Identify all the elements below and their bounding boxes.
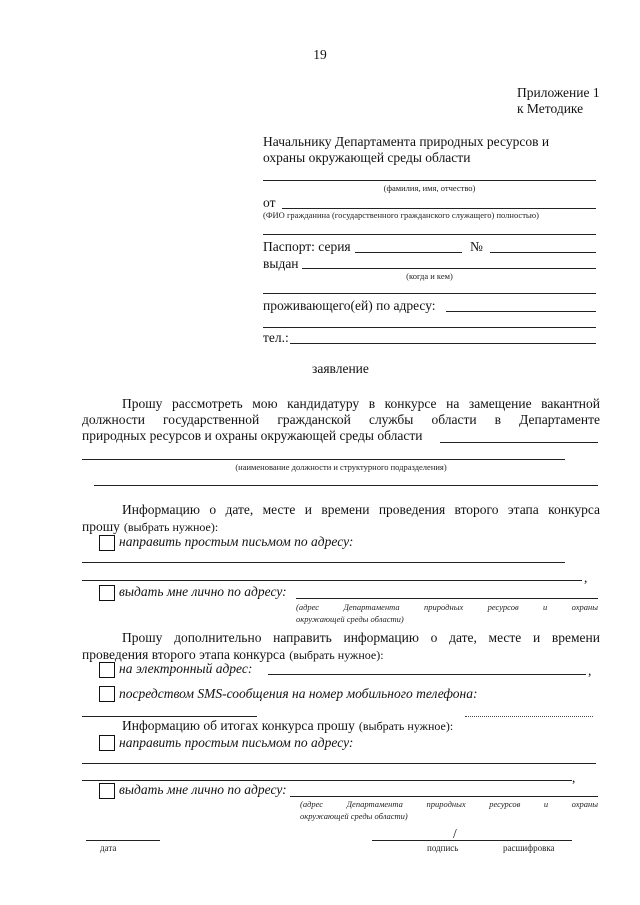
checkbox-email[interactable] (99, 662, 115, 678)
request-line-1: Прошу рассмотреть мою кандидатуру в конкурсе на замещение вакантной (122, 396, 600, 411)
option-personal: выдать мне лично по адресу: (119, 584, 287, 599)
page-number: 19 (313, 47, 327, 62)
from-label: от (263, 195, 276, 210)
address-label: проживающего(ей) по адресу: (263, 298, 436, 313)
mail-address-line-2[interactable] (82, 580, 582, 581)
passport-series-line[interactable] (355, 252, 462, 253)
additional-line-2-main: проведения второго этапа конкурса (82, 647, 286, 662)
request-line-3: природных ресурсов и охраны окружающей среды области (82, 428, 423, 443)
dept-caption-1: (адрес Департамента природных ресурсов и охраны (296, 602, 598, 612)
results-dept-caption-2: окружающей среды области) (300, 811, 408, 821)
checkbox-results-mail[interactable] (99, 735, 115, 751)
option-email: на электронный адрес: (119, 661, 253, 676)
additional-line-2-hint: (выбрать нужное): (289, 648, 384, 662)
option-send-mail: направить простым письмом по адресу: (119, 534, 354, 549)
from-caption: (ФИО гражданина (государственного гражданского служащего) полностью) (263, 210, 539, 220)
from-line-2[interactable] (263, 234, 596, 235)
passport-series-label: Паспорт: серия (263, 239, 351, 254)
date-label: дата (100, 843, 117, 853)
position-caption: (наименование должности и структурного подразделения) (235, 462, 447, 472)
decoding-label: расшифровка (503, 843, 555, 853)
results-line-hint: (выбрать нужное): (358, 719, 454, 733)
results-line-main: Информацию об итогах конкурса прошу (122, 718, 355, 733)
date-line[interactable] (86, 840, 160, 841)
results-mail-line-2[interactable] (82, 780, 572, 781)
checkbox-send-mail[interactable] (99, 535, 115, 551)
issued-label: выдан (263, 256, 299, 271)
results-mail-comma: , (572, 770, 576, 785)
results-mail-line[interactable] (82, 763, 596, 764)
issued-caption: (когда и кем) (406, 271, 453, 281)
document-title: заявление (312, 361, 369, 376)
mail-address-line[interactable] (82, 562, 565, 563)
checkbox-personal[interactable] (99, 585, 115, 601)
phone-line[interactable] (290, 343, 596, 344)
request-line-2: должности государственной гражданской службы области в Департаменте (82, 412, 600, 427)
appendix-line-1: Приложение 1 (517, 85, 600, 100)
email-line[interactable] (268, 674, 586, 675)
second-stage-line-1: Информацию о дате, месте и времени проведения второго этапа конкурса (122, 502, 600, 517)
option-results-mail: направить простым письмом по адресу: (119, 735, 354, 750)
results-dept-caption-1: (адрес Департамента природных ресурсов и охраны (300, 799, 598, 809)
dept-caption-2: окружающей среды области) (296, 614, 404, 624)
address-line[interactable] (446, 311, 596, 312)
phone-number-line-dotted[interactable] (465, 716, 593, 717)
signature-line[interactable] (372, 840, 572, 841)
addressee-line-2: охраны окружающей среды области (263, 150, 471, 165)
position-line-3[interactable] (94, 485, 598, 486)
position-line[interactable] (440, 442, 598, 443)
signature-label: подпись (427, 843, 459, 853)
passport-number-line[interactable] (490, 252, 596, 253)
checkbox-sms[interactable] (99, 686, 115, 702)
personal-address-line[interactable] (296, 598, 598, 599)
checkbox-results-personal[interactable] (99, 783, 115, 799)
issued-line[interactable] (302, 268, 596, 269)
addressee-line-1: Начальнику Департамента природных ресурсов и (263, 134, 550, 149)
from-line[interactable] (282, 208, 596, 209)
email-comma: , (588, 663, 592, 678)
position-line-2[interactable] (82, 459, 565, 460)
results-personal-line[interactable] (290, 796, 598, 797)
issued-line-2[interactable] (263, 293, 596, 294)
appendix-line-2: к Методике (517, 101, 584, 116)
option-results-personal: выдать мне лично по адресу: (119, 782, 287, 797)
results-line (122, 717, 453, 735)
address-line-2[interactable] (263, 327, 596, 328)
passport-number-label: № (470, 239, 483, 254)
phone-label: тел.: (263, 330, 289, 345)
fio-caption: (фамилия, имя, отчество) (383, 183, 476, 193)
option-sms: посредством SMS-сообщения на номер мобильного телефона: (119, 686, 478, 701)
second-stage-line-2-hint: (выбрать нужное): (123, 520, 219, 534)
fio-line[interactable] (263, 180, 596, 181)
additional-line-1: Прошу дополнительно направить информацию о дате, месте и времени (122, 630, 600, 645)
second-stage-line-2-main: прошу (82, 519, 120, 534)
mail-address-comma: , (584, 570, 588, 585)
signature-slash: / (453, 826, 457, 841)
